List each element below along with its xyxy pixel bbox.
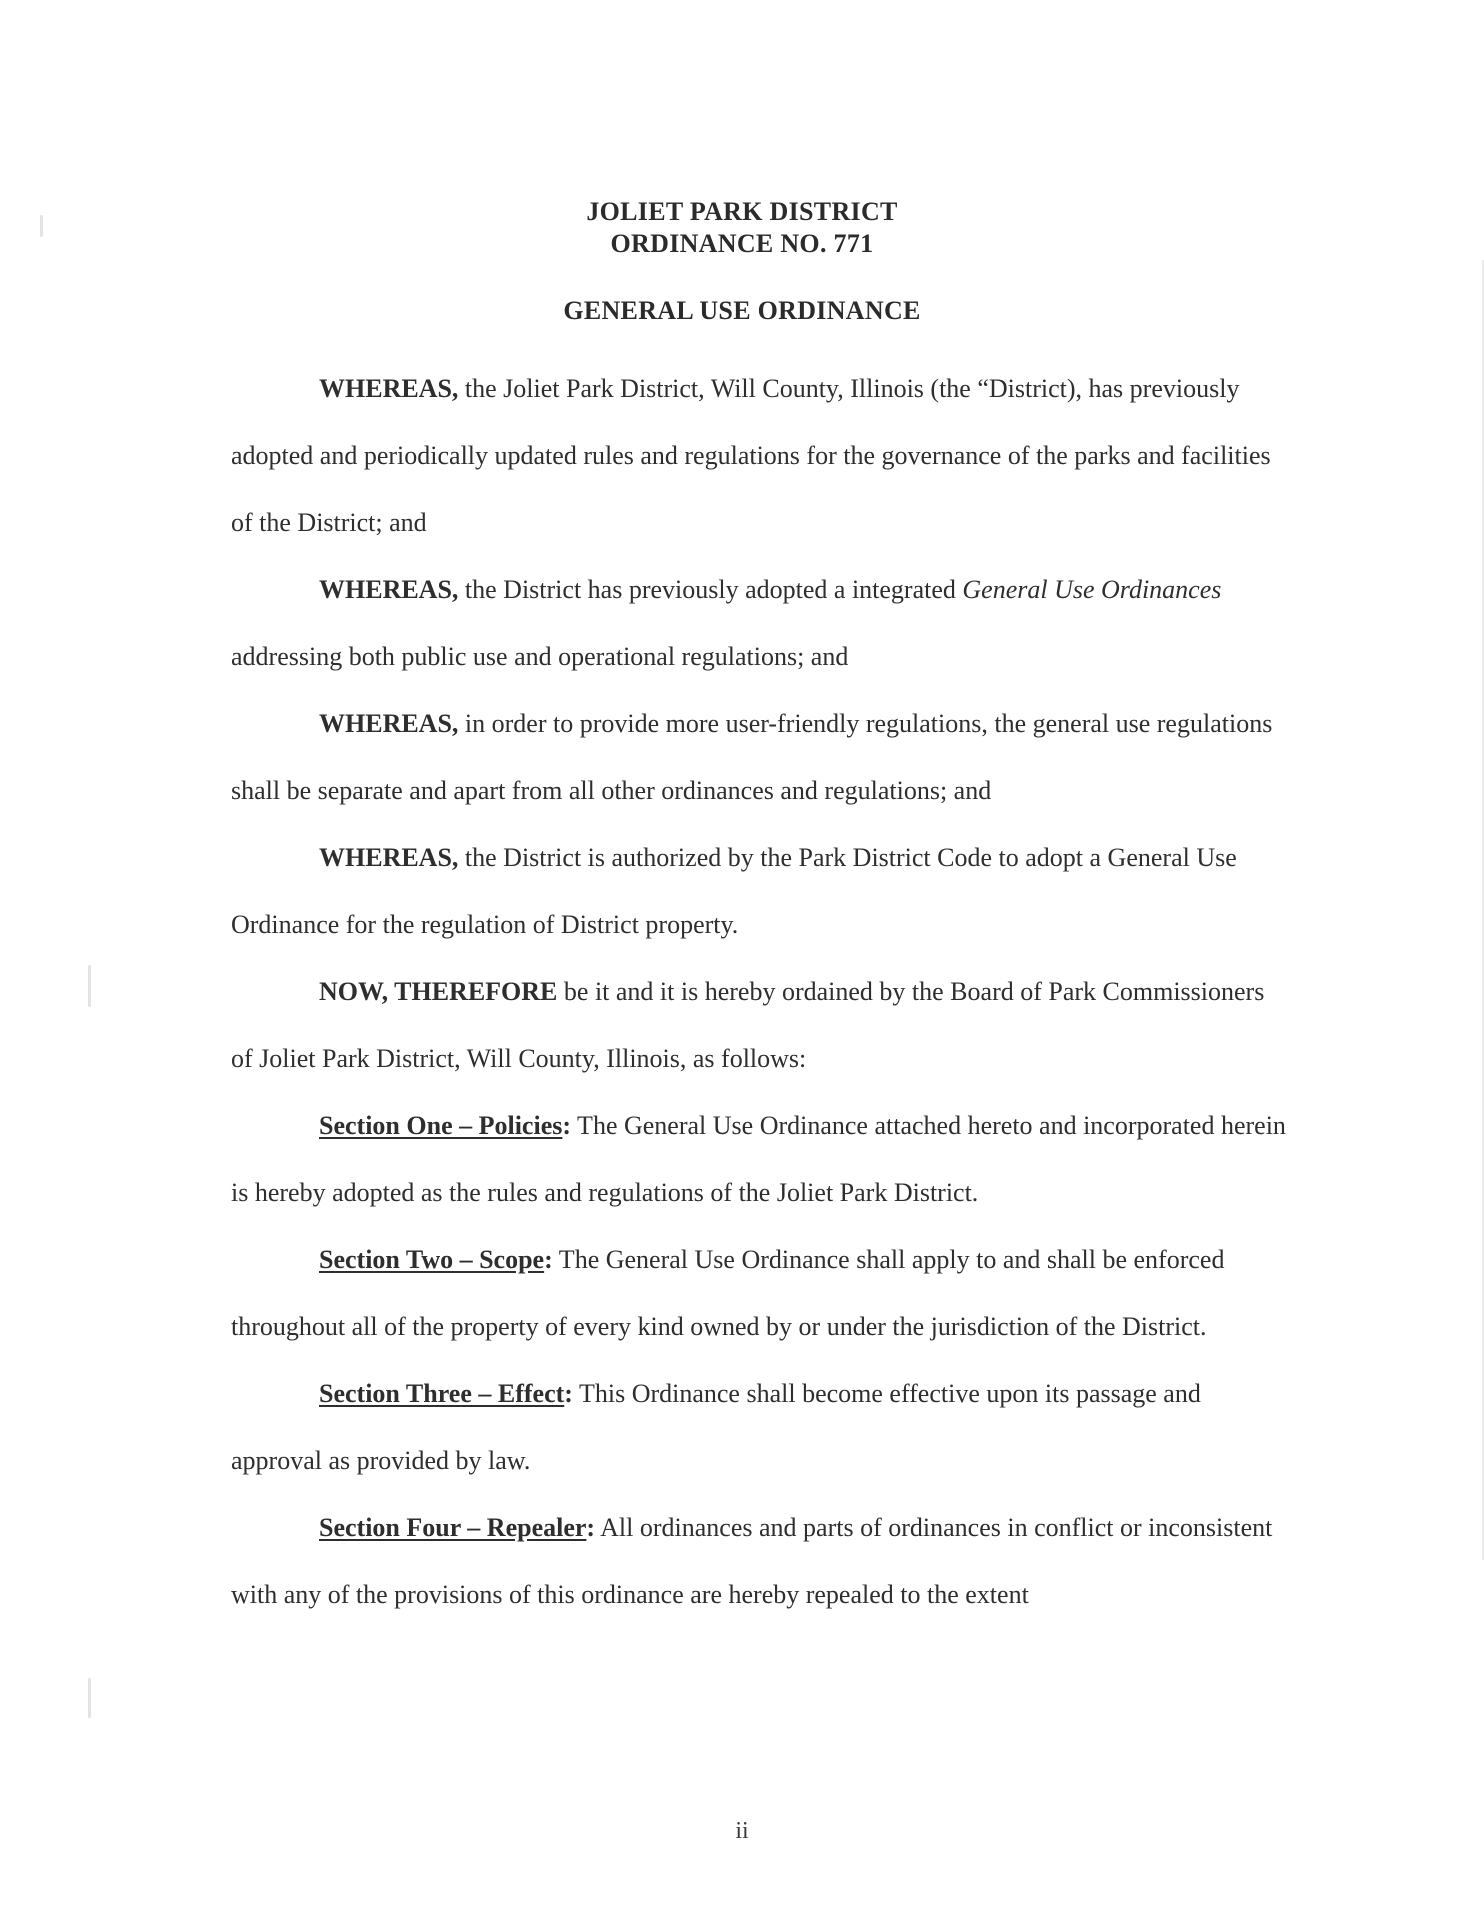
section-text: This Ordinance shall become effective upon its passage and approval as provided by law. — [231, 1379, 1201, 1475]
paragraph-text: in order to provide more user-friendly regulations, the general use regulations shall be separate and apart from all other ordinances and regulations; and — [231, 709, 1273, 805]
section-colon: : — [564, 1379, 573, 1408]
paragraph-text: the District is authorized by the Park District Code to adopt a General Use Ordinance for the regulation of District property. — [231, 843, 1237, 939]
paragraph-text: the District has previously adopted a integrated — [458, 575, 963, 604]
section-colon: : — [544, 1245, 553, 1274]
whereas-paragraph-1 — [231, 355, 1291, 556]
now-therefore-paragraph — [231, 958, 1291, 1092]
section-colon: : — [562, 1111, 572, 1140]
whereas-lead: WHEREAS, — [319, 709, 459, 738]
section-text: The General Use Ordinance shall apply to and shall be enforced throughout all of the property of every kind owned by or under the jurisdiction of the District. — [231, 1245, 1225, 1341]
whereas-lead: WHEREAS, — [319, 843, 459, 872]
paragraph-text: addressing both public use and operational regulations; and — [231, 642, 849, 671]
paragraph-text: be it and it is hereby ordained by the Board of Park Commissioners of Joliet Park District, Will County, Illinois, as follows: — [231, 977, 1265, 1073]
section-four — [231, 1494, 1291, 1628]
section-two-heading: Section Two – Scope — [319, 1245, 545, 1274]
whereas-paragraph-4 — [231, 824, 1291, 958]
section-text: The General Use Ordinance attached hereto and incorporated herein is hereby adopted as the rules and regulations of the Joliet Park District. — [231, 1111, 1286, 1207]
section-two — [231, 1226, 1291, 1360]
page-number: ii — [735, 1818, 749, 1844]
whereas-lead: WHEREAS, — [319, 575, 459, 604]
section-four-heading: Section Four – Repealer — [319, 1513, 587, 1542]
now-therefore-lead: NOW, THEREFORE — [319, 977, 558, 1006]
ordinance-title: GENERAL USE ORDINANCE — [563, 296, 921, 325]
scan-artifact — [88, 965, 91, 1007]
section-colon: : — [586, 1513, 596, 1542]
document-body — [231, 355, 1291, 1628]
ordinance-number-heading: ORDINANCE NO. 771 — [610, 229, 874, 258]
whereas-paragraph-3 — [231, 690, 1291, 824]
district-heading: JOLIET PARK DISTRICT — [586, 197, 898, 226]
section-three-heading: Section Three – Effect — [319, 1379, 565, 1408]
section-text: All ordinances and parts of ordinances in conflict or inconsistent with any of the provisions of this ordinance are hereby repealed to the extent — [231, 1513, 1273, 1609]
paragraph-text: the Joliet Park District, Will County, Illinois (the “District), has previously adopted and periodically updated rules and regulations for the governance of the parks and facilities of the District; and — [231, 374, 1271, 537]
whereas-lead: WHEREAS, — [319, 374, 459, 403]
section-one-heading: Section One – Policies — [319, 1111, 563, 1140]
section-one — [231, 1092, 1291, 1226]
section-three — [231, 1360, 1291, 1494]
scan-artifact — [40, 215, 43, 237]
whereas-paragraph-2 — [231, 556, 1291, 690]
scan-artifact — [88, 1678, 91, 1718]
italic-title: General Use Ordinances — [962, 575, 1222, 604]
